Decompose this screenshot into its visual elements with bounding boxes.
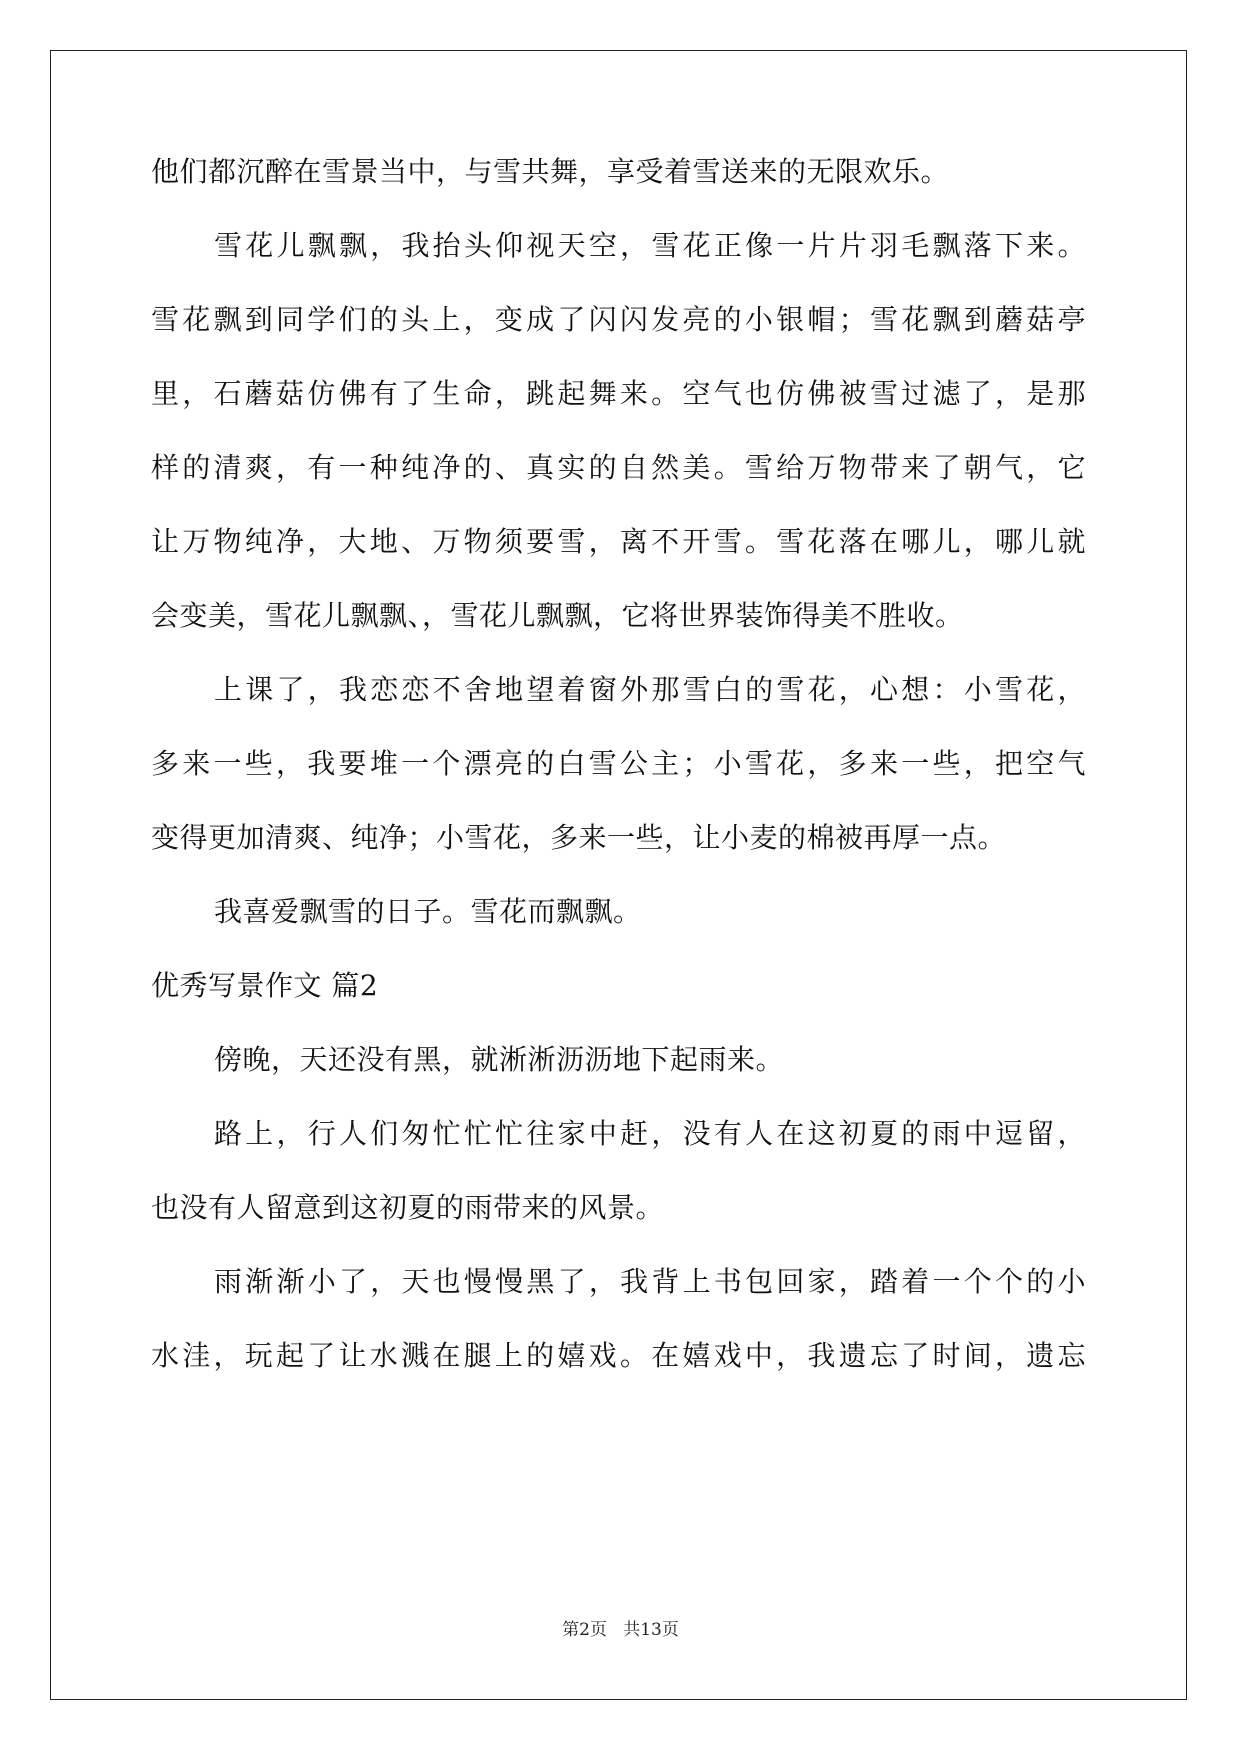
page-total: 共13页 [623,1620,679,1640]
paragraph-first-line: 雪花儿飘飘，我抬头仰视天空，雪花正像一片片羽毛飘落下来。 [214,229,1086,262]
paragraph-first-line: 路上，行人们匆忙忙忙往家中赶，没有人在这初夏的雨中逗留， [214,1117,1086,1150]
page-border [50,50,1187,1700]
text-line: 多来一些，我要堆一个漂亮的白雪公主；小雪花，多来一些，把空气 [151,747,1086,780]
text-line: 变得更加清爽、纯净；小雪花，多来一些，让小麦的棉被再厚一点。 [151,821,1007,854]
section-heading: 优秀写景作文 篇2 [151,969,379,1002]
text-line: 水洼，玩起了让水溅在腿上的嬉戏。在嬉戏中，我遗忘了时间，遗忘 [151,1339,1086,1372]
text-line: 让万物纯净，大地、万物须要雪，离不开雪。雪花落在哪儿，哪儿就 [151,525,1086,558]
paragraph-first-line: 上课了，我恋恋不舍地望着窗外那雪白的雪花，心想：小雪花， [214,673,1086,706]
text-line: 雪花飘到同学们的头上，变成了闪闪发亮的小银帽；雪花飘到蘑菇亭 [151,303,1086,336]
text-line: 他们都沉醉在雪景当中，与雪共舞，享受着雪送来的无限欢乐。 [151,155,950,188]
paragraph-first-line: 傍晚，天还没有黑，就淅淅沥沥地下起雨来。 [214,1043,785,1076]
page-footer [0,1619,1241,1641]
text-line: 样的清爽，有一种纯净的、真实的自然美。雪给万物带来了朝气，它 [151,451,1086,484]
paragraph-first-line: 我喜爱飘雪的日子。雪花而飘飘。 [214,895,642,928]
text-line: 也没有人留意到这初夏的雨带来的风景。 [151,1191,665,1224]
paragraph-first-line: 雨渐渐小了，天也慢慢黑了，我背上书包回家，踏着一个个的小 [214,1265,1086,1298]
page-number: 第2页 [562,1620,607,1640]
text-line: 会变美，雪花儿飘飘、，雪花儿飘飘，它将世界装饰得美不胜收。 [151,599,964,632]
text-line: 里，石蘑菇仿佛有了生命，跳起舞来。空气也仿佛被雪过滤了，是那 [151,377,1086,410]
